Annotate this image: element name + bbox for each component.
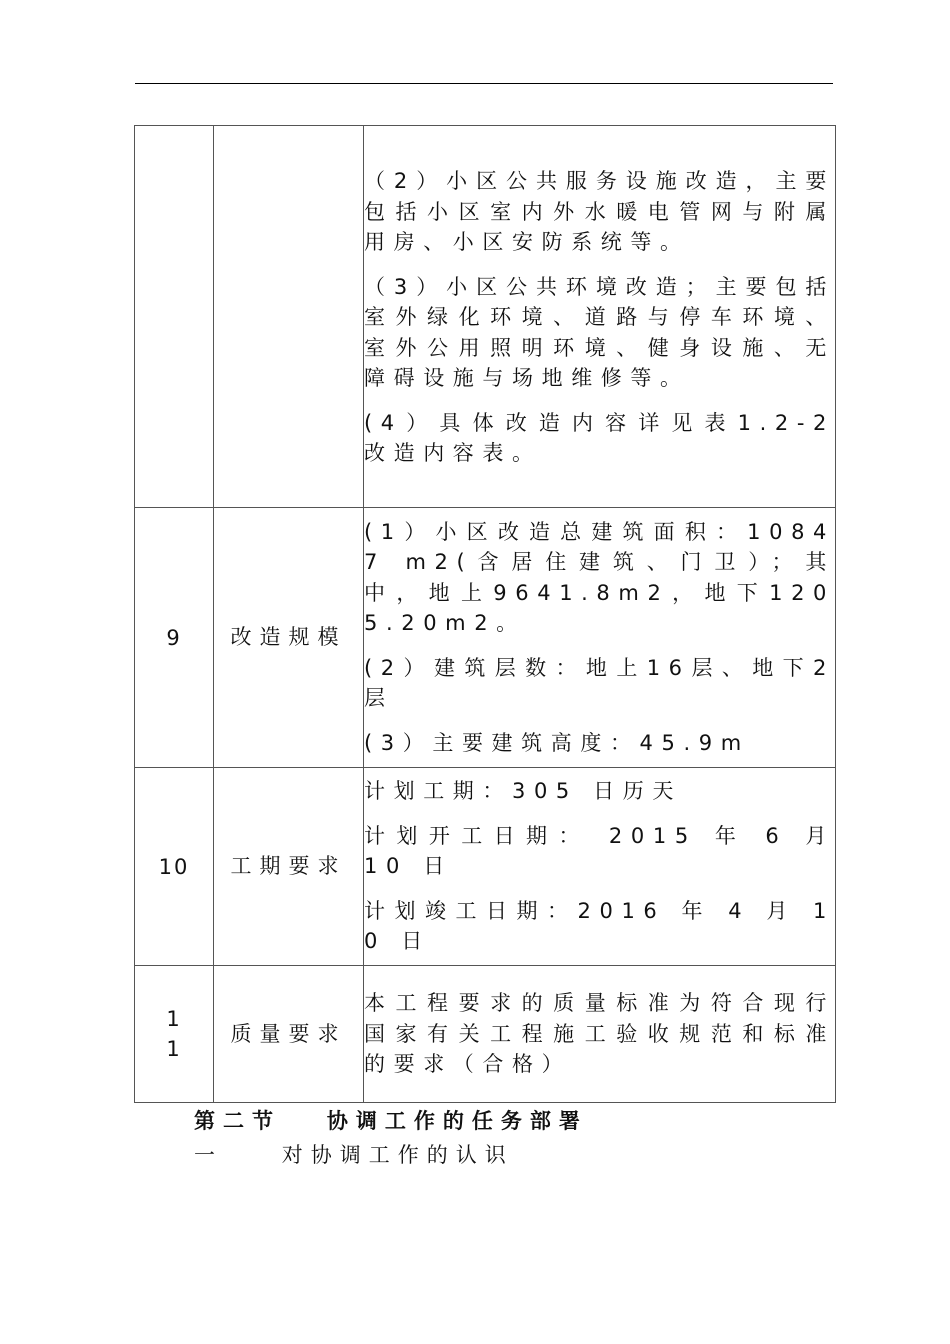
row-number-text: 11: [166, 1007, 182, 1061]
project-spec-table: [134, 125, 836, 1103]
content-item: (1）小区改造总建筑面积：10847 m2(含居住建筑、门卫）；其中，地上9641.8m2，地下1205.20m2。: [364, 519, 835, 636]
content-item: (4）具体改造内容详见表1.2-2 改造内容表。: [364, 410, 835, 466]
content-item: 计划工期：305 日历天: [364, 779, 682, 804]
section-title: 第二节 协调工作的任务部署: [194, 1109, 588, 1133]
content-item: （3）小区公共环境改造；主要包括室外绿化环境、道路与停车环境、室外公用照明环境、健身设施、无障碍设施与场地维修等。: [364, 274, 835, 391]
row-label: 工期要求: [214, 768, 364, 966]
table-row: [135, 768, 836, 966]
row-content: [364, 768, 836, 966]
row-content: [364, 966, 836, 1103]
table-row: [135, 126, 836, 508]
row-label: 改造规模: [214, 508, 364, 768]
content-item: 计划开工日期： 2015 年 6 月 10 日: [364, 823, 835, 879]
row-content: [364, 508, 836, 768]
row-number: 9: [135, 508, 214, 768]
header-rule: [135, 83, 833, 84]
table-row: [135, 508, 836, 768]
row-label: [214, 126, 364, 508]
row-number: [135, 126, 214, 508]
row-number: [135, 966, 214, 1103]
content-item: (3）主要建筑高度：45.9m: [364, 730, 750, 755]
row-content: [364, 126, 836, 508]
content-item: 计划竣工日期：2016 年 4 月 10 日: [364, 898, 835, 954]
row-label: 质量要求: [214, 966, 364, 1103]
subsection-title: 一 对协调工作的认识: [194, 1143, 514, 1167]
table-row: [135, 966, 836, 1103]
content-item: （2）小区公共服务设施改造，主要包括小区室内外水暖电管网与附属用房、小区安防系统等。: [364, 169, 835, 255]
content-item: 本工程要求的质量标准为符合现行国家有关工程施工验收规范和标准的要求（合格）: [364, 991, 835, 1077]
content-item: (2）建筑层数：地上16层、地下2层: [364, 655, 835, 711]
row-number: 10: [135, 768, 214, 966]
